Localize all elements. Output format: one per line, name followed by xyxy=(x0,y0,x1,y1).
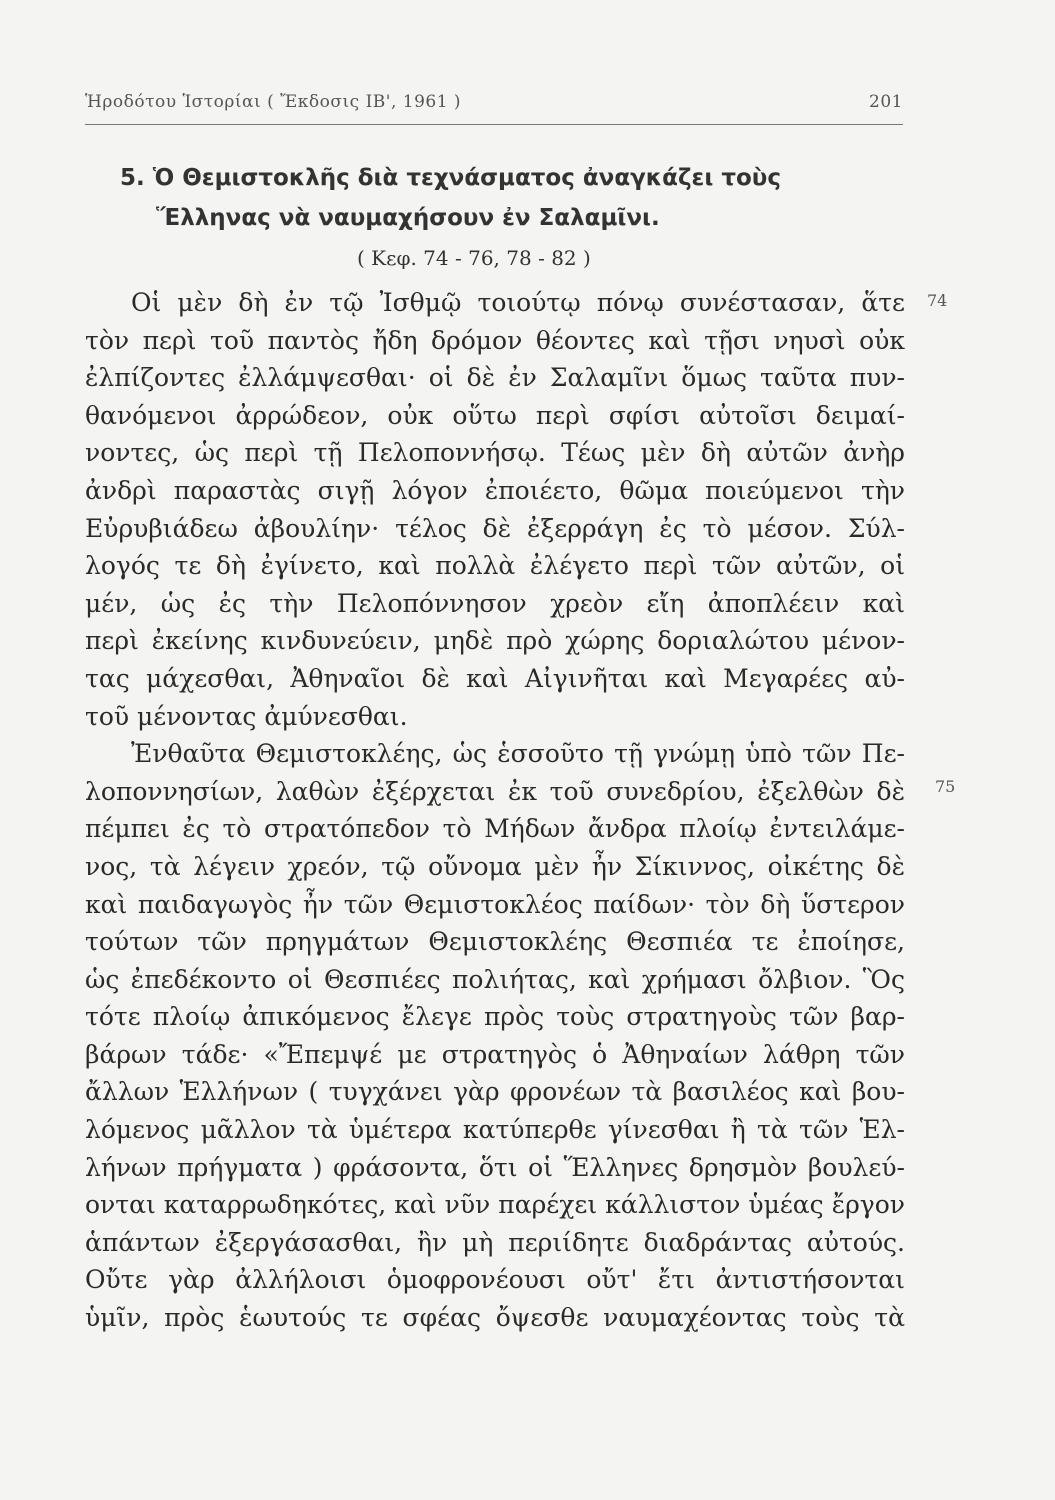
text-line: νοντες, ὡς περὶ τῇ Πελοποννήσῳ. Τέως μὲν δὴ αὐτῶν ἀνὴρ xyxy=(85,438,905,468)
text-line: ὡς ἐπεδέκοντο οἱ Θεσπιέες πολιήτας, καὶ χρήμασι ὄλβιον. Ὃς xyxy=(85,964,905,994)
section-title-line-2: Ἕλληνας νὰ ναυμαχήσουν ἐν Σαλαμῖνι. xyxy=(156,205,660,231)
text-line: καὶ παιδαγωγὸς ἦν τῶν Θεμιστοκλέος παίδων· τὸν δὴ ὕστερον xyxy=(85,889,905,919)
text-line: ἐλπίζοντες ἐλλάμψεσθαι· οἱ δὲ ἐν Σαλαμῖνι ὅμως ταῦτα πυν- xyxy=(85,363,905,393)
text-line: λογός τε δὴ ἐγίνετο, καὶ πολλὰ ἐλέγετο περὶ τῶν αὐτῶν, οἱ xyxy=(85,551,905,581)
chapter-reference: ( Κεφ. 74 - 76, 78 - 82 ) xyxy=(357,246,591,270)
text-line: βάρων τάδε· «Ἔπεμψέ με στρατηγὸς ὁ Ἀθηναίων λάθρη τῶν xyxy=(85,1039,905,1069)
text-line: τὸν περὶ τοῦ παντὸς ἤδη δρόμον θέοντες καὶ τῇσι νηυσὶ οὐκ xyxy=(85,325,905,355)
text-line: Ἐνθαῦτα Θεμιστοκλέης, ὡς ἑσσοῦτο τῇ γνώμῃ ὑπὸ τῶν Πε- xyxy=(131,739,905,769)
text-line: περὶ ἐκείνης κινδυνεύειν, μηδὲ πρὸ χώρης δοριαλώτου μένον- xyxy=(85,626,905,656)
text-line: ὑμῖν, πρὸς ἑωυτούς τε σφέας ὄψεσθε ναυμαχέοντας τοὺς τὰ xyxy=(85,1303,905,1333)
text-line: Οἱ μὲν δὴ ἐν τῷ Ἰσθμῷ τοιούτῳ πόνῳ συνέστασαν, ἅτε xyxy=(131,288,905,317)
section-title-line-1: 5. Ὁ Θεμιστοκλῆς διὰ τεχνάσματος ἀναγκάζει τοὺς xyxy=(120,165,781,191)
text-line: τας μάχεσθαι, Ἀθηναῖοι δὲ καὶ Αἰγινῆται καὶ Μεγαρέες αὐ- xyxy=(85,663,905,693)
text-line: τούτων τῶν πρηγμάτων Θεμιστοκλέης Θεσπιέα τε ἐποίησε, xyxy=(85,927,905,957)
header-rule xyxy=(85,124,903,125)
text-line: ονται καταρρωδηκότες, καὶ νῦν παρέχει κάλλιστον ὑμέας ἔργον xyxy=(85,1190,905,1220)
text-line: λόμενος μᾶλλον τὰ ὑμέτερα κατύπερθε γίνεσθαι ἢ τὰ τῶν Ἑλ- xyxy=(85,1115,905,1145)
text-line: Οὔτε γὰρ ἀλλήλοισι ὁμοφρονέουσι οὔτ' ἔτι ἀντιστήσονται xyxy=(85,1265,905,1295)
body-text xyxy=(85,284,905,1337)
text-line: λήνων πρήγματα ) φράσοντα, ὅτι οἱ Ἕλληνες δρησμὸν βουλεύ- xyxy=(85,1152,905,1182)
text-line: τοῦ μένοντας ἀμύνεσθαι. xyxy=(85,701,408,731)
text-line: νος, τὰ λέγειν χρεόν, τῷ οὔνομα μὲν ἦν Σίκιννος, οἰκέτης δὲ xyxy=(85,851,905,881)
paragraph-2 xyxy=(85,735,905,1337)
text-line: τότε πλοίῳ ἀπικόμενος ἔλεγε πρὸς τοὺς στρατηγοὺς τῶν βαρ- xyxy=(85,1002,905,1032)
paragraph-1 xyxy=(85,284,905,735)
margin-chapter-number-75: 75 xyxy=(935,777,956,796)
section-title xyxy=(120,158,880,238)
text-line: πέμπει ἐς τὸ στρατόπεδον τὸ Μήδων ἄνδρα πλοίῳ ἐντειλάμε- xyxy=(85,814,905,844)
text-line: ἀνδρὶ παραστὰς σιγῇ λόγον ἐποιέετο, θῶμα ποιεύμενοι τὴν xyxy=(85,475,905,505)
running-header xyxy=(85,92,903,112)
text-line: Εὐρυβιάδεω ἀβουλίην· τέλος δὲ ἐξερράγη ἐς τὸ μέσον. Σύλ- xyxy=(85,513,905,543)
text-line: θανόμενοι ἀρρώδεον, οὐκ οὕτω περὶ σφίσι αὐτοῖσι δειμαί- xyxy=(85,400,905,430)
text-line: λοποννησίων, λαθὼν ἐξέρχεται ἐκ τοῦ συνεδρίου, ἐξελθὼν δὲ xyxy=(85,776,905,806)
running-title: Ἡροδότου Ἱστορίαι ( Ἔκδοσις ΙΒ', 1961 ) xyxy=(85,92,462,112)
page-number: 201 xyxy=(869,92,903,112)
text-line: μέν, ὡς ἐς τὴν Πελοπόννησον χρεὸν εἴη ἀποπλέειν καὶ xyxy=(85,588,905,618)
text-line: ἁπάντων ἐξεργάσασθαι, ἢν μὴ περιίδητε διαδράντας αὐτούς. xyxy=(85,1227,905,1257)
margin-chapter-number-74: 74 xyxy=(927,291,948,310)
text-line: ἄλλων Ἑλλήνων ( τυγχάνει γὰρ φρονέων τὰ βασιλέος καὶ βου- xyxy=(85,1077,905,1107)
